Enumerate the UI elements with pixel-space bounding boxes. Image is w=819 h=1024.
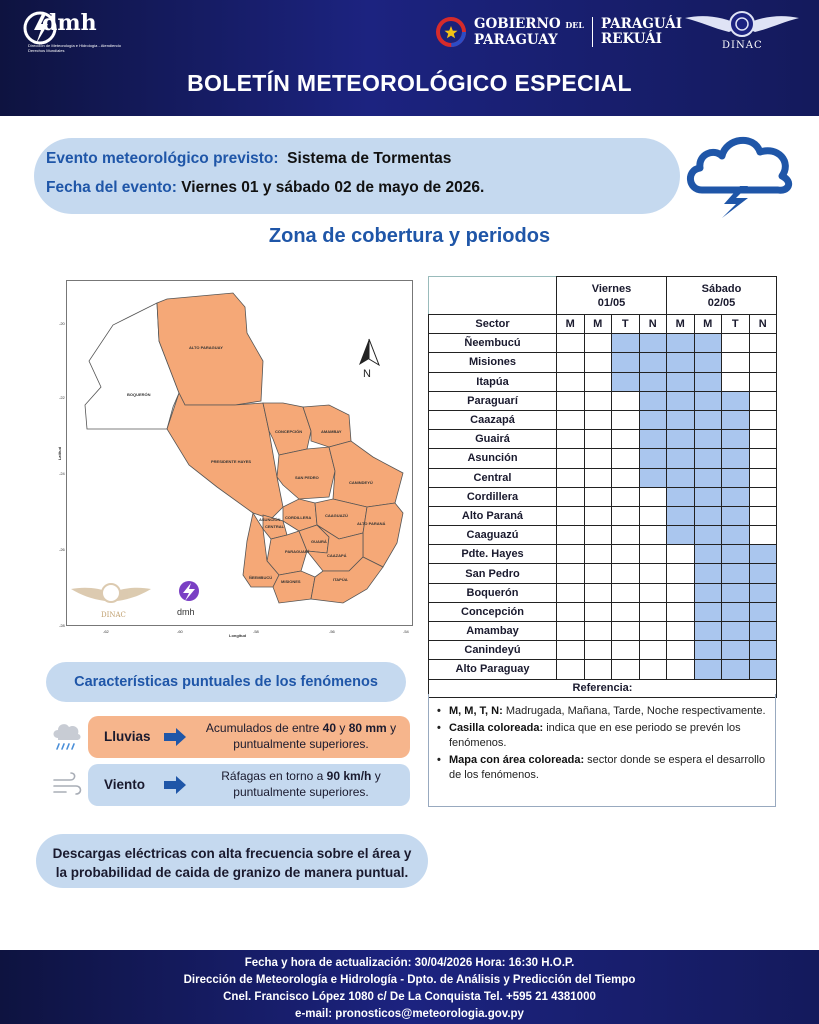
- period-cell: [557, 372, 585, 391]
- sector-name: Canindeyú: [429, 641, 557, 660]
- dmh-logo-text: dmh: [42, 10, 97, 36]
- period-cell: [639, 641, 667, 660]
- event-type-label: Evento meteorológico previsto:: [46, 150, 279, 167]
- label-presidente-hayes: PRESIDENTE HAYES: [211, 459, 252, 464]
- period-cell: [667, 583, 695, 602]
- dmh-watermark-label: dmh: [177, 607, 195, 617]
- period-cell: [749, 506, 777, 525]
- wind-box: [88, 764, 410, 806]
- period-header: M: [584, 315, 612, 334]
- period-cell: [722, 526, 750, 545]
- footer-department: Dirección de Meteorología e Hidrología - Dpto. de Análisis y Predicción del Tiempo: [183, 974, 636, 986]
- label-caazapa: CAAZAPÁ: [327, 553, 347, 558]
- period-cell: [584, 506, 612, 525]
- footer-address: Cnel. Francisco López 1080 c/ De La Conquista Tel. +595 21 4381000: [223, 991, 596, 1003]
- period-cell: [749, 660, 777, 679]
- period-cell: [694, 353, 722, 372]
- period-cell: [612, 660, 640, 679]
- storm-cloud-icon: [682, 128, 798, 218]
- lat-tick: -22: [59, 395, 65, 400]
- period-header: N: [639, 315, 667, 334]
- period-cell: [749, 468, 777, 487]
- day-name: Sábado: [701, 282, 742, 295]
- period-cell: [722, 506, 750, 525]
- period-cell: [639, 468, 667, 487]
- lat-tick: -26: [59, 547, 65, 552]
- table-row: [429, 660, 777, 679]
- period-cell: [667, 545, 695, 564]
- table-row: [429, 430, 777, 449]
- period-cell: [639, 526, 667, 545]
- table-row: [429, 410, 777, 429]
- period-cell: [667, 410, 695, 429]
- north-label: N: [363, 368, 371, 380]
- label-caaguazu: CAAGUAZÚ: [325, 513, 348, 518]
- period-cell: [667, 449, 695, 468]
- sector-header: Sector: [429, 315, 557, 334]
- lat-tick: -28: [59, 623, 65, 628]
- period-cell: [612, 526, 640, 545]
- period-cell: [584, 564, 612, 583]
- period-cell: [694, 506, 722, 525]
- period-cell: [612, 410, 640, 429]
- period-cell: [722, 564, 750, 583]
- sector-name: Guairá: [429, 430, 557, 449]
- period-cell: [557, 468, 585, 487]
- period-cell: [557, 353, 585, 372]
- dmh-logo-subtitle: Dirección de Meteorología e Hidrología - Atendiendo Derechos Mundiales: [28, 43, 121, 53]
- label-asuncion: ASUNCIÓN: [259, 517, 281, 522]
- table-row: [429, 526, 777, 545]
- period-cell: [694, 545, 722, 564]
- label-cordillera: CORDILLERA: [285, 515, 312, 520]
- period-cell: [667, 372, 695, 391]
- period-cell: [639, 506, 667, 525]
- day-header-saturday: [667, 277, 777, 315]
- period-cell: [639, 430, 667, 449]
- period-cell: [667, 430, 695, 449]
- region-amambay: [303, 405, 351, 447]
- period-cell: [722, 641, 750, 660]
- table-row: [429, 641, 777, 660]
- coverage-title: Zona de cobertura y periodos: [268, 225, 551, 247]
- table-row: [429, 583, 777, 602]
- period-cell: [584, 391, 612, 410]
- gov-right2: REKUÁI: [601, 31, 662, 47]
- period-cell: [584, 660, 612, 679]
- table-row: [429, 372, 777, 391]
- period-cell: [612, 583, 640, 602]
- header-banner: [0, 0, 819, 116]
- period-cell: [694, 641, 722, 660]
- period-cell: [667, 391, 695, 410]
- period-cell: [667, 506, 695, 525]
- sector-name: Caazapá: [429, 410, 557, 429]
- label-san-pedro: SAN PEDRO: [295, 475, 319, 480]
- region-alto-parana: [363, 503, 403, 567]
- period-cell: [639, 602, 667, 621]
- period-cell: [749, 334, 777, 353]
- period-cell: [694, 430, 722, 449]
- label-boqueron: BOQUERÓN: [127, 392, 151, 397]
- period-cell: [667, 487, 695, 506]
- period-cell: [639, 564, 667, 583]
- region-misiones: [273, 571, 315, 603]
- schedule-body: [429, 334, 777, 679]
- period-cell: [612, 622, 640, 641]
- period-cell: [612, 506, 640, 525]
- period-cell: [639, 334, 667, 353]
- label-amambay: AMAMBAY: [321, 429, 342, 434]
- period-cell: [639, 410, 667, 429]
- period-cell: [557, 449, 585, 468]
- period-header: T: [612, 315, 640, 334]
- event-date-label: Fecha del evento:: [46, 179, 177, 196]
- period-cell: [612, 641, 640, 660]
- period-cell: [612, 545, 640, 564]
- period-cell: [722, 602, 750, 621]
- period-cell: [557, 583, 585, 602]
- sector-name: San Pedro: [429, 564, 557, 583]
- table-row: [429, 391, 777, 410]
- sector-name: Alto Paraná: [429, 506, 557, 525]
- sector-name: Boquerón: [429, 583, 557, 602]
- lat-tick: -24: [59, 471, 65, 476]
- sector-name: Pdte. Hayes: [429, 545, 557, 564]
- table-corner: [429, 277, 557, 315]
- day-header-friday: [557, 277, 667, 315]
- event-date-value: Viernes 01 y sábado 02 de mayo de 2026.: [181, 179, 485, 196]
- period-cell: [749, 410, 777, 429]
- period-cell: [667, 564, 695, 583]
- table-row: [429, 468, 777, 487]
- label-neembucu: ÑEEMBUCÚ: [249, 575, 273, 580]
- period-cell: [557, 602, 585, 621]
- period-cell: [694, 526, 722, 545]
- period-header: N: [749, 315, 777, 334]
- region-canindeyu: [329, 441, 403, 507]
- sector-name: Concepción: [429, 602, 557, 621]
- period-cell: [612, 602, 640, 621]
- period-cell: [612, 391, 640, 410]
- period-cell: [749, 526, 777, 545]
- lightning-hail-note: [36, 834, 428, 888]
- period-cell: [667, 660, 695, 679]
- period-cell: [584, 602, 612, 621]
- period-cell: [557, 487, 585, 506]
- period-cell: [694, 602, 722, 621]
- period-cell: [584, 545, 612, 564]
- note-line2: la probabilidad de caida de granizo de manera puntual.: [55, 865, 409, 880]
- period-cell: [749, 622, 777, 641]
- lon-tick: -58: [253, 629, 259, 634]
- period-cell: [667, 334, 695, 353]
- period-cell: [749, 391, 777, 410]
- footer-update-time: Fecha y hora de actualización: 30/04/2026 Hora: 16:30 H.O.P.: [244, 957, 575, 969]
- rain-description: Acumulados de entre 40 y 80 mm y puntualmente superiores.: [205, 721, 397, 751]
- label-alto-paraguay: ALTO PARAGUAY: [189, 345, 223, 350]
- period-cell: [612, 334, 640, 353]
- footer-email[interactable]: e-mail: pronosticos@meteorologia.gov.py: [295, 1008, 524, 1020]
- period-cell: [722, 372, 750, 391]
- sector-name: Alto Paraguay: [429, 660, 557, 679]
- period-cell: [749, 545, 777, 564]
- period-cell: [639, 487, 667, 506]
- table-row: [429, 564, 777, 583]
- period-cell: [612, 449, 640, 468]
- period-header: M: [667, 315, 695, 334]
- rain-box: [88, 716, 410, 758]
- dmh-watermark-icon: [179, 581, 199, 601]
- gov-line1-small: DEL: [565, 19, 584, 30]
- gov-line1: GOBIERNO: [474, 15, 561, 32]
- north-arrow-icon: [359, 339, 379, 365]
- wind-name: Viento: [104, 777, 146, 792]
- table-row: [429, 353, 777, 372]
- period-cell: [722, 583, 750, 602]
- period-cell: [557, 564, 585, 583]
- label-paraguari: PARAGUARÍ: [285, 549, 309, 554]
- period-header: M: [694, 315, 722, 334]
- period-cell: [584, 372, 612, 391]
- period-cell: [557, 622, 585, 641]
- period-cell: [612, 372, 640, 391]
- period-cell: [722, 660, 750, 679]
- period-cell: [722, 468, 750, 487]
- map-ylabel: Latitud: [57, 446, 63, 461]
- period-cell: [612, 353, 640, 372]
- period-cell: [639, 353, 667, 372]
- legend-item: • Casilla coloreada: indica que en ese periodo se prevén los fenómenos.: [437, 721, 767, 751]
- label-itapua: ITAPÚA: [333, 577, 348, 582]
- period-cell: [749, 449, 777, 468]
- period-cell: [557, 430, 585, 449]
- period-cell: [694, 410, 722, 429]
- reference-label: Referencia:: [429, 679, 777, 697]
- period-cell: [694, 583, 722, 602]
- note-line1: Descargas eléctricas con alta frecuencia sobre el área y: [52, 846, 412, 861]
- page-title: BOLETÍN METEOROLÓGICO ESPECIAL: [187, 70, 632, 96]
- sector-name: Caaguazú: [429, 526, 557, 545]
- label-guaira: GUAIRÁ: [311, 539, 327, 544]
- label-central: CENTRAL: [265, 524, 285, 529]
- period-cell: [584, 468, 612, 487]
- event-type-line: [46, 150, 451, 168]
- period-cell: [612, 487, 640, 506]
- period-cell: [722, 449, 750, 468]
- sector-name: Itapúa: [429, 372, 557, 391]
- period-cell: [749, 430, 777, 449]
- period-cell: [694, 372, 722, 391]
- period-cell: [584, 410, 612, 429]
- legend-box: [428, 694, 776, 807]
- period-cell: [749, 372, 777, 391]
- gov-right1: PARAGUÁI: [601, 16, 683, 32]
- sector-name: Cordillera: [429, 487, 557, 506]
- period-cell: [557, 526, 585, 545]
- period-cell: [694, 660, 722, 679]
- dinac-label: DINAC: [722, 40, 763, 51]
- period-cell: [612, 430, 640, 449]
- period-cell: [639, 372, 667, 391]
- sector-name: Central: [429, 468, 557, 487]
- period-cell: [557, 391, 585, 410]
- period-cell: [557, 334, 585, 353]
- gov-line2: PARAGUAY: [474, 31, 558, 48]
- period-cell: [584, 334, 612, 353]
- period-cell: [694, 564, 722, 583]
- period-cell: [694, 334, 722, 353]
- table-row: [429, 545, 777, 564]
- period-cell: [584, 487, 612, 506]
- period-cell: [722, 430, 750, 449]
- paraguay-map: [57, 280, 413, 638]
- table-row: [429, 449, 777, 468]
- day-date: 01/05: [597, 296, 626, 309]
- period-cell: [722, 487, 750, 506]
- label-concepcion: CONCEPCIÓN: [275, 429, 303, 434]
- government-logo: [436, 14, 682, 50]
- period-header: M: [557, 315, 585, 334]
- arrow-right-icon: [164, 776, 186, 794]
- wind-icon: [50, 768, 84, 802]
- period-cell: [749, 353, 777, 372]
- sector-name: Misiones: [429, 353, 557, 372]
- event-type-value: Sistema de Tormentas: [287, 150, 452, 167]
- period-cell: [667, 353, 695, 372]
- table-row: [429, 602, 777, 621]
- period-cell: [557, 641, 585, 660]
- region-san-pedro: [277, 447, 335, 499]
- period-header: T: [722, 315, 750, 334]
- period-cell: [667, 468, 695, 487]
- period-cell: [749, 564, 777, 583]
- period-cell: [722, 622, 750, 641]
- legend-item: • M, M, T, N: Madrugada, Mañana, Tarde, Noche respectivamente.: [437, 704, 767, 719]
- period-cell: [584, 583, 612, 602]
- label-canindeyu: CANINDEYÚ: [349, 480, 373, 485]
- event-info-box: [34, 138, 680, 214]
- period-cell: [557, 545, 585, 564]
- period-cell: [749, 583, 777, 602]
- period-cell: [694, 468, 722, 487]
- label-alto-parana: ALTO PARANÁ: [357, 521, 386, 526]
- period-cell: [667, 622, 695, 641]
- period-cell: [722, 353, 750, 372]
- lon-tick: -60: [177, 629, 183, 634]
- label-misiones: MISIONES: [281, 579, 301, 584]
- period-cell: [722, 391, 750, 410]
- characteristics-title: Características puntuales de los fenómenos: [46, 662, 406, 702]
- period-cell: [557, 660, 585, 679]
- footer: [0, 950, 819, 1024]
- period-cell: [639, 449, 667, 468]
- period-cell: [694, 391, 722, 410]
- lon-tick: -54: [403, 629, 409, 634]
- arrow-right-icon: [164, 728, 186, 746]
- period-cell: [584, 353, 612, 372]
- period-cell: [694, 449, 722, 468]
- period-cell: [749, 641, 777, 660]
- lon-tick: -62: [103, 629, 109, 634]
- period-cell: [584, 641, 612, 660]
- dinac-watermark-label: DINAC: [101, 611, 126, 619]
- period-cell: [584, 449, 612, 468]
- period-cell: [694, 622, 722, 641]
- schedule-table: [428, 276, 777, 698]
- period-cell: [639, 622, 667, 641]
- period-cell: [639, 545, 667, 564]
- gov-divider: [592, 17, 593, 47]
- period-cell: [639, 660, 667, 679]
- rain-name: Lluvias: [104, 729, 151, 744]
- period-cell: [749, 602, 777, 621]
- period-cell: [694, 487, 722, 506]
- rain-cloud-icon: [50, 720, 84, 754]
- event-date-line: [46, 179, 484, 197]
- lon-tick: -56: [329, 629, 335, 634]
- period-cell: [584, 430, 612, 449]
- period-cell: [722, 545, 750, 564]
- period-cell: [639, 391, 667, 410]
- period-cell: [722, 334, 750, 353]
- table-row: [429, 487, 777, 506]
- period-cell: [722, 410, 750, 429]
- lat-tick: -20: [59, 321, 65, 326]
- dinac-watermark-icon: [71, 584, 151, 602]
- sector-name: Ñeembucú: [429, 334, 557, 353]
- legend-item: • Mapa con área coloreada: sector donde se espera el desarrollo de los fenómenos.: [437, 753, 767, 783]
- map-xlabel: Longitud: [229, 633, 247, 638]
- sector-name: Paraguarí: [429, 391, 557, 410]
- paraguay-seal-icon: [436, 17, 466, 47]
- period-cell: [612, 468, 640, 487]
- period-cell: [557, 410, 585, 429]
- period-cell: [667, 602, 695, 621]
- sector-name: Amambay: [429, 622, 557, 641]
- sector-name: Asunción: [429, 449, 557, 468]
- period-cell: [557, 506, 585, 525]
- period-cell: [667, 641, 695, 660]
- day-name: Viernes: [591, 282, 632, 295]
- period-cell: [584, 622, 612, 641]
- day-date: 02/05: [707, 296, 736, 309]
- period-cell: [749, 487, 777, 506]
- wind-description: Ráfagas en torno a 90 km/h y puntualmente superiores.: [221, 769, 381, 799]
- period-cell: [667, 526, 695, 545]
- table-row: [429, 334, 777, 353]
- table-row: [429, 622, 777, 641]
- period-cell: [584, 526, 612, 545]
- table-row: [429, 506, 777, 525]
- period-cell: [639, 583, 667, 602]
- period-cell: [612, 564, 640, 583]
